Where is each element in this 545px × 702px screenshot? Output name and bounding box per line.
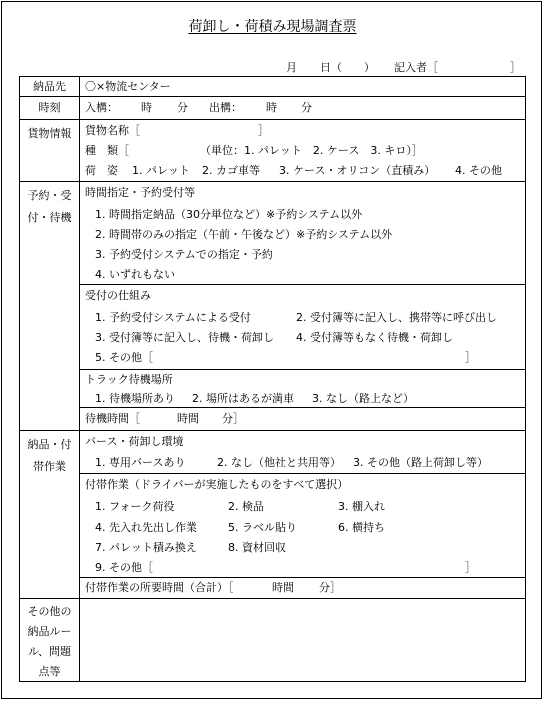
incidental-option-7: 7. パレット積み換え bbox=[95, 541, 197, 554]
reception-heading: 受付の仕組み bbox=[85, 289, 151, 302]
other-rules-label bbox=[20, 599, 80, 681]
exit-minute: 分 bbox=[301, 101, 312, 114]
berth-option-2: 2. なし（他社と共用等） bbox=[217, 456, 341, 469]
reservation-label-line-2: 付・待機 bbox=[27, 211, 72, 224]
enter-hour: 時 bbox=[141, 101, 152, 114]
enter-label: 入構： bbox=[85, 101, 118, 114]
time-spec-option-3: 3. 予約受付システムでの指定・予約 bbox=[95, 248, 273, 261]
time-spec-option-2: 2. 時間帯のみの指定（午前・午後など）※予約システム以外 bbox=[95, 228, 393, 241]
survey-form bbox=[19, 76, 526, 682]
incidental-time-minutes: 分］ bbox=[319, 581, 341, 594]
cargo-form-option-2: 2. カゴ車等 bbox=[202, 164, 260, 177]
truck-wait-heading: トラック待機場所 bbox=[85, 373, 173, 386]
incidental-option-2: 2. 検品 bbox=[228, 500, 264, 513]
recorder-close: ］ bbox=[510, 61, 521, 74]
wait-time-section bbox=[80, 408, 525, 431]
reception-option-5: 5. その他［ bbox=[95, 351, 153, 364]
delivery-work-label-line-2: 帯作業 bbox=[33, 460, 66, 473]
cargo-form-option-3: 3. ケース・オリコン（直積み） bbox=[279, 164, 436, 177]
delivery-work-label-line-1: 納品・付 bbox=[27, 438, 72, 451]
row-time bbox=[20, 97, 525, 120]
incidental-option-1: 1. フォーク荷役 bbox=[95, 500, 175, 513]
paren-close: ） bbox=[364, 61, 375, 74]
row-delivery-destination bbox=[20, 77, 525, 97]
other-rules-field[interactable] bbox=[80, 599, 525, 681]
delivery-destination-label: 納品先 bbox=[20, 77, 80, 96]
cargo-kind-label: 種 類［ bbox=[85, 144, 129, 157]
reception-option-2: 2. 受付簿等に記入し、携帯等に呼び出し bbox=[296, 311, 497, 324]
berth-heading: バース・荷卸し環境 bbox=[85, 435, 184, 448]
incidental-option-4: 4. 先入れ先出し作業 bbox=[95, 521, 197, 534]
truck-wait-option-2: 2. 場所はあるが満車 bbox=[192, 392, 294, 405]
enter-minute: 分 bbox=[177, 101, 188, 114]
time-spec-heading: 時間指定・予約受付等 bbox=[85, 186, 195, 199]
incidental-time-label: 付帯作業の所要時間（合計）［ bbox=[85, 581, 234, 594]
reception-option-1: 1. 予約受付システムによる受付 bbox=[95, 311, 251, 324]
incidental-time-hours: 時間 bbox=[272, 581, 294, 594]
cargo-form-option-4: 4. その他 bbox=[455, 164, 502, 177]
berth-option-3: 3. その他（路上荷卸し等） bbox=[353, 456, 488, 469]
incidental-option-8: 8. 資材回収 bbox=[228, 541, 286, 554]
wait-time-minutes: 分］ bbox=[222, 412, 244, 425]
incidental-section bbox=[80, 474, 525, 578]
day-label: 日（ bbox=[320, 61, 342, 74]
cargo-kind-units: （単位：1. パレット 2. ケース 3. キロ）］ bbox=[200, 144, 423, 157]
time-spec-option-1: 1. 時間指定納品（30分単位など）※予約システム以外 bbox=[95, 208, 363, 221]
row-reservation bbox=[20, 182, 525, 431]
reservation-label bbox=[20, 182, 80, 430]
cargo-form-label: 荷 姿 bbox=[85, 164, 118, 177]
reservation-label-line-1: 予約・受 bbox=[27, 189, 72, 202]
cargo-name-label: 貨物名称［ bbox=[85, 124, 140, 137]
other-rules-label-line-1: その他の bbox=[27, 605, 72, 618]
reception-option-5-close: ］ bbox=[465, 351, 476, 364]
delivery-work-label bbox=[20, 431, 80, 598]
cargo-info-label: 貨物情報 bbox=[20, 120, 80, 181]
incidental-option-9-close: ］ bbox=[465, 561, 476, 574]
reception-option-4: 4. 受付簿等もなく待機・荷卸し bbox=[296, 331, 453, 344]
truck-wait-section bbox=[80, 370, 525, 408]
berth-option-1: 1. 専用バースあり bbox=[95, 456, 186, 469]
month-label: 月 bbox=[286, 61, 297, 74]
recorder-label: 記入者［ bbox=[394, 61, 438, 74]
cargo-form-option-1: 1. パレット bbox=[132, 164, 190, 177]
wait-time-label: 待機時間［ bbox=[85, 412, 140, 425]
incidental-option-5: 5. ラベル貼り bbox=[228, 521, 297, 534]
exit-label: 出構： bbox=[209, 101, 242, 114]
cargo-name-close: ］ bbox=[258, 124, 269, 137]
page-title: 荷卸し・荷積み現場調査票 bbox=[188, 19, 357, 35]
wait-time-hours: 時間 bbox=[177, 412, 199, 425]
incidental-heading: 付帯作業（ドライバーが実施したものをすべて選択） bbox=[85, 478, 349, 491]
delivery-destination-value: 〇×物流センター bbox=[85, 80, 171, 93]
incidental-option-3: 3. 棚入れ bbox=[338, 500, 385, 513]
incidental-option-6: 6. 横持ち bbox=[338, 521, 385, 534]
incidental-option-9: 9. その他［ bbox=[95, 561, 153, 574]
time-spec-option-4: 4. いずれもない bbox=[95, 268, 175, 281]
row-cargo-info bbox=[20, 120, 525, 182]
reception-option-3: 3. 受付簿等に記入し、待機・荷卸し bbox=[95, 331, 274, 344]
time-spec-section bbox=[80, 182, 525, 285]
time-label: 時刻 bbox=[20, 97, 80, 119]
reception-section bbox=[80, 285, 525, 370]
exit-hour: 時 bbox=[266, 101, 277, 114]
incidental-time-section bbox=[80, 578, 525, 599]
berth-section bbox=[80, 431, 525, 474]
other-rules-label-line-4: 点等 bbox=[38, 665, 61, 678]
row-other-rules bbox=[20, 599, 525, 681]
row-delivery-work bbox=[20, 431, 525, 599]
other-rules-label-line-3: ル、問題 bbox=[27, 645, 72, 658]
truck-wait-option-3: 3. なし（路上など） bbox=[312, 392, 414, 405]
truck-wait-option-1: 1. 待機場所あり bbox=[95, 392, 175, 405]
other-rules-label-line-2: 納品ルー bbox=[27, 625, 72, 638]
